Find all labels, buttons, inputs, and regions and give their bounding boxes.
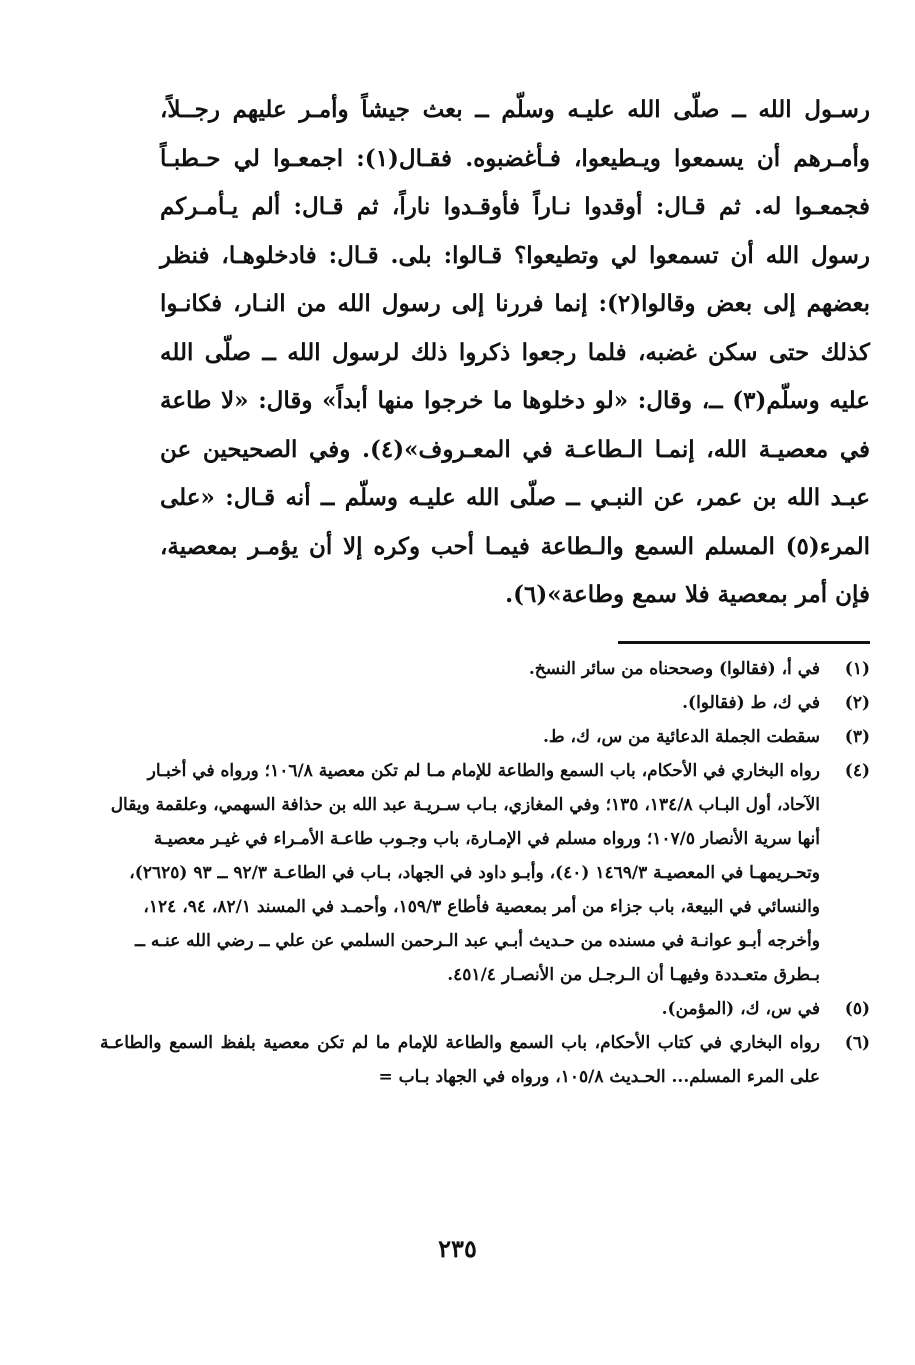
footnote-number: (٣): [844, 727, 870, 747]
footnote-2: [100, 686, 870, 720]
footnotes-block: [100, 652, 870, 1094]
footnote-number: (١): [844, 659, 870, 679]
footnote-1: [100, 652, 870, 686]
footnote-5: [100, 992, 870, 1026]
page-number: ٢٣٥: [438, 1234, 477, 1263]
footnote-text: رواه البخاري في الأحكام، باب السمع والطاعة للإمام مـا لم تكن معصية ١٠٦/٨؛ ورواه في أخبـار الآحاد، أول البـاب ١٣٤/٨، ١٣٥؛ وفي المغازي، بـاب سـريـة عبد الله بن حذافة السهمي، وعلقمة ويقال أنها سرية الأنصار ١٠٧/٥؛ ورواه مسلم في الإمـارة، باب وجـوب طاعـة الأمـراء في غيـر معصيـة وتحـريمهـا في المعصيـة ١٤٦٩/٣ (٤٠)، وأبـو داود في الجهاد، بـاب في الطاعـة ٩٢/٣ ــ ٩٣ (٢٦٢٥)، والنسائي في البيعة، باب جزاء من أمر بمعصية فأطاع ١٥٩/٣، وأحمـد في المسند ٨٢/١، ٩٤، ١٢٤، وأخرجه أبـو عوانـة في مسنده من حـديث أبـي عبد الـرحمن السلمي عن علي ــ رضي الله عنـه ــ بـطرق متعـددة وفيهـا أن الـرجـل من الأنصـار ٤٥١/٤.: [110, 761, 820, 985]
footnote-divider: [618, 641, 870, 644]
footnote-text: سقطت الجملة الدعائية من س، ك، ط.: [543, 727, 820, 747]
main-paragraph: رسـول الله ــ صلّى الله عليـه وسلّم ــ بعث جيشاً وأمـر عليهم رجــلاً، وأمـرهم أن يسمعوا ويـطيعوا، فـأغضبوه. فقـال(١): اجمعـوا لي حـطبـاً فجمعـوا له. ثم قـال: أوقدوا نـاراً فأوقـدوا ناراً، ثم قـال: ألم يـأمـركم رسول الله أن تسمعوا لي وتطيعوا؟ قـالوا: بلى. قـال: فادخلوهـا، فنظر بعضهم إلى بعض وقالوا(٢): إنما فررنا إلى رسول الله من النـار، فكانـوا كذلك حتى سكن غضبه، فلما رجعوا ذكروا ذلك لرسول الله ــ صلّى الله عليه وسلّم(٣) ــ، وقال: «لو دخلوها ما خرجوا منها أبداً» وقال: «لا طاعة في معصيـة الله، إنمـا الـطاعـة في المعـروف»(٤). وفي الصحيحين عن عبـد الله بن عمر، عن النبـي ــ صلّى الله عليـه وسلّم ــ أنه قـال: «على المرء(٥) المسلم السمع والـطاعة فيمـا أحب وكره إلا أن يؤمـر بمعصية، فإن أمر بمعصية فلا سمع وطاعة»(٦).: [160, 96, 871, 608]
footnote-3: [100, 720, 870, 754]
main-text-block: [160, 86, 870, 620]
footnote-text: في ك، ط (فقالوا).: [682, 693, 820, 713]
footnote-number: (٢): [844, 693, 870, 713]
footnote-number: (٤): [844, 761, 870, 781]
footnote-6: [100, 1026, 870, 1094]
footnote-text: رواه البخاري في كتاب الأحكام، باب السمع والطاعة للإمام ما لم تكن معصية بلفظ السمع والطاعـة على المرء المسلم... الحـديث ١٠٥/٨، ورواه في الجهاد بـاب =: [100, 1033, 820, 1087]
footnote-text: في س، ك، (المؤمن).: [661, 999, 820, 1019]
footnote-text: في أ، (فقالوا) وصححناه من سائر النسخ.: [528, 659, 820, 679]
footnote-4: [100, 754, 870, 992]
footnote-number: (٦): [844, 1033, 870, 1053]
footnote-number: (٥): [844, 999, 870, 1019]
